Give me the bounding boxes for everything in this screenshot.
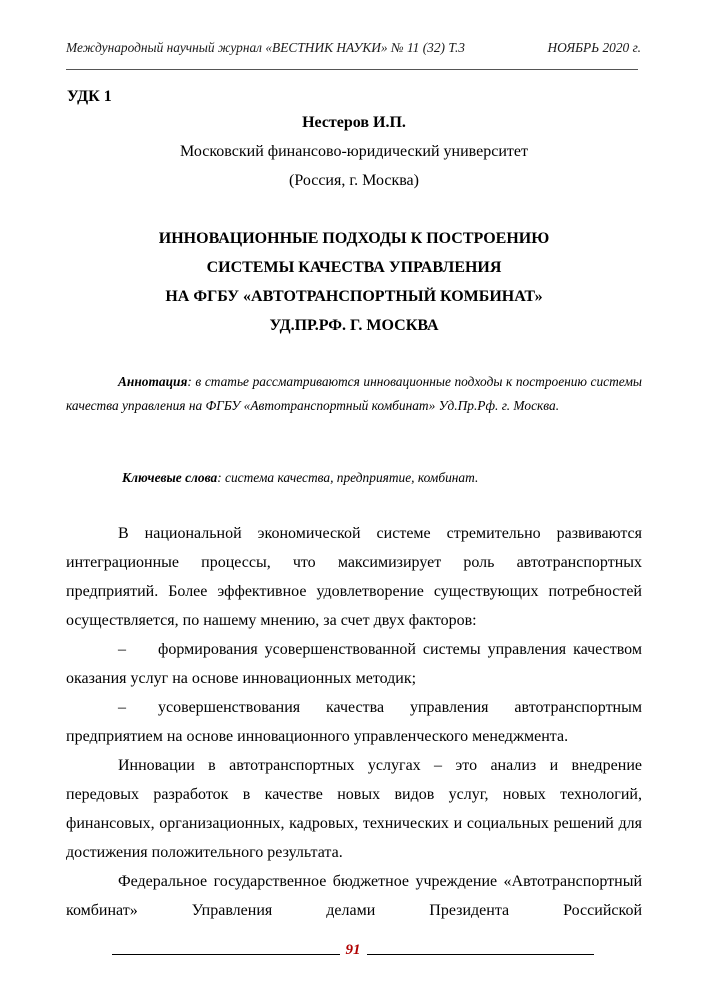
article-title-line-3: НА ФГБУ «АВТОТРАНСПОРТНЫЙ КОМБИНАТ» <box>165 288 543 305</box>
page-footer <box>112 942 594 959</box>
article-title-line-2: СИСТЕМЫ КАЧЕСТВА УПРАВЛЕНИЯ <box>206 259 502 276</box>
footer-rule-left <box>112 954 340 955</box>
abstract <box>66 370 642 417</box>
author-location: (Россия, г. Москва) <box>289 172 419 189</box>
header-divider <box>66 69 638 70</box>
keywords-text: : система качества, предприятие, комбинат. <box>217 470 479 485</box>
keywords <box>122 470 478 486</box>
body-list-item-1: – формирования усовершенствованной системы управления качеством оказания услуг на основе инновационных методик; <box>66 641 642 687</box>
body-paragraph-1: В национальной экономической системе стремительно развиваются интеграционные процессы, что максимизирует роль автотранспортных предприятий. Более эффективное удовлетворение существующих потребностей осуществляется, по нашему мнению, за счет двух факторов: <box>66 525 642 629</box>
abstract-label: Аннотация <box>118 374 188 389</box>
footer-rule-right <box>367 954 595 955</box>
author-affiliation: Московский финансово-юридический университет <box>180 143 528 160</box>
body-paragraph-2: Инновации в автотранспортных услугах – это анализ и внедрение передовых разработок в качестве новых видов услуг, новых технологий, финансовых, организационных, кадровых, технических и социальных решений для достижения положительного результата. <box>66 757 642 861</box>
journal-title: Международный научный журнал «ВЕСТНИК НАУКИ» № 11 (32) Т.3 <box>66 40 465 55</box>
keywords-label: Ключевые слова <box>122 470 218 485</box>
page-number: 91 <box>345 942 361 958</box>
body-paragraph-3: Федеральное государственное бюджетное учреждение «Автотранспортный комбинат» Управления делами Президента Российской <box>66 873 642 919</box>
abstract-text: : в статье рассматриваются инновационные подходы к построению системы качества управления на ФГБУ «Автотранспортный комбинат» Уд.Пр.Рф. г. Москва. <box>66 374 642 413</box>
issue-date: НОЯБРЬ 2020 г. <box>547 40 641 55</box>
author-name: Нестеров И.П. <box>302 114 406 131</box>
article-title-line-4: УД.ПР.РФ. Г. МОСКВА <box>269 317 439 334</box>
udk-code: УДК 1 <box>67 88 112 105</box>
article-title-line-1: ИННОВАЦИОННЫЕ ПОДХОДЫ К ПОСТРОЕНИЮ <box>158 230 550 247</box>
body-list-item-2: – усовершенствования качества управления автотранспортным предприятием на основе инновационного управленческого менеджмента. <box>66 699 642 745</box>
